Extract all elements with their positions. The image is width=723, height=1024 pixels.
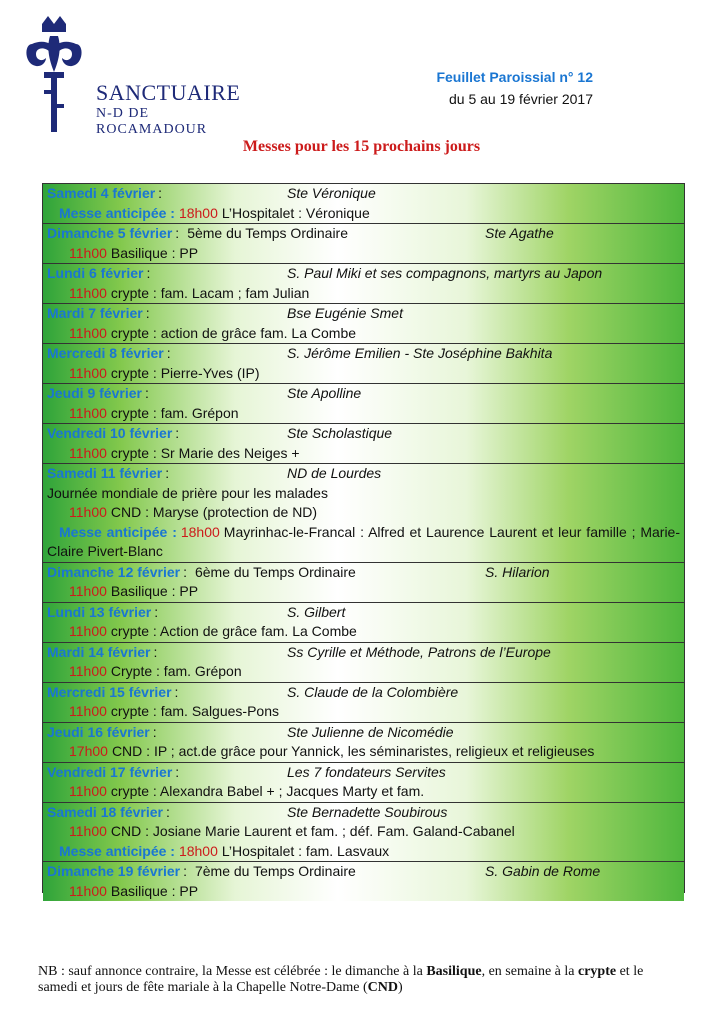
saint-of-day: S. Hilarion [485, 563, 550, 580]
day-entry [43, 264, 684, 304]
mass-detail: crypte : fam. Grépon [110, 404, 239, 421]
day-entry [43, 723, 684, 763]
mass-detail: CND : IP ; act.de grâce pour Yannick, les séminaristes, religieux et religieuses [111, 743, 595, 759]
footnote-crypte: crypte [578, 964, 617, 979]
mass-detail: Mayrinhac-le-Francal : Alfred et Laurence Laurent et leur famille ; Marie-Claire Pivert-Blanc [47, 523, 681, 559]
mass-line [47, 444, 680, 464]
sunday-label: 7ème du Temps Ordinaire [194, 863, 356, 879]
day-entry [43, 224, 684, 264]
day-colon: : [153, 643, 158, 660]
mass-detail: CND : Josiane Marie Laurent et fam. ; déf. Fam. Galand-Cabanel [110, 823, 515, 839]
mass-line [47, 662, 680, 682]
mass-detail: L’Hospitalet : fam. Lasvaux [221, 842, 390, 859]
bulletin-dates: du 5 au 19 février 2017 [449, 91, 593, 107]
mass-detail: Basilique : PP [110, 882, 199, 899]
day-name: Vendredi 10 février [47, 425, 173, 441]
day-colon: : [174, 683, 179, 700]
anticipated-label: Messe anticipée : [59, 523, 177, 540]
day-colon: : [146, 265, 151, 281]
day-header [47, 464, 680, 484]
anticipated-label: Messe anticipée : [59, 204, 175, 221]
day-header [47, 643, 680, 663]
anticipated-mass [47, 842, 680, 862]
mass-detail: crypte : fam. Lacam ; fam Julian [110, 284, 310, 301]
day-name: Mercredi 15 février [47, 683, 172, 700]
mass-time: 11h00 [69, 703, 107, 719]
saint-of-day: ND de Lourdes [287, 465, 382, 481]
day-entry [43, 803, 684, 863]
day-colon: : [145, 305, 150, 321]
saint-of-day: Ste Bernadette Soubirous [287, 803, 448, 820]
mass-time: 18h00 [180, 523, 220, 540]
bulletin-number: Feuillet Paroissial n° 12 [436, 69, 593, 85]
footnote-part3: et le samedi et jours de fête mariale à la Chapelle Notre-Dame ( [38, 964, 644, 995]
day-name: Mercredi 8 février [47, 345, 164, 361]
day-colon: : [175, 763, 180, 780]
mass-time: 11h00 [69, 882, 107, 899]
day-name: Mardi 7 février [47, 305, 143, 321]
mass-time: 11h00 [69, 504, 107, 520]
mass-time: 11h00 [69, 823, 107, 839]
day-name: Jeudi 9 février [47, 385, 142, 401]
day-colon: : [158, 185, 163, 201]
day-colon: : [166, 345, 171, 361]
mass-line [47, 742, 680, 762]
day-name: Vendredi 17 février [47, 763, 173, 780]
day-name: Lundi 13 février [47, 603, 152, 620]
day-entry [43, 563, 684, 603]
day-header [47, 224, 680, 244]
saint-of-day: S. Paul Miki et ses compagnons, martyrs au Japon [287, 265, 603, 281]
sanctuary-logo [22, 14, 252, 137]
day-entry [43, 683, 684, 723]
mass-line [47, 702, 680, 722]
sunday-label: 5ème du Temps Ordinaire [187, 225, 349, 241]
day-entry [43, 184, 684, 224]
footnote-part4: ) [397, 980, 403, 995]
mass-time: 11h00 [69, 284, 107, 301]
anticipated-label: Messe anticipée : [59, 842, 175, 859]
day-name: Dimanche 19 février [47, 863, 181, 879]
footnote-part1: NB : sauf annonce contraire, la Messe est célébrée : le dimanche à la [38, 964, 427, 979]
day-colon: : [165, 465, 170, 481]
mass-detail: Basilique : PP [110, 244, 199, 261]
day-name: Samedi 11 février [47, 465, 163, 481]
day-entry [43, 643, 684, 683]
logo-subtitle: N-D DE ROCAMADOUR [96, 106, 208, 137]
mass-line [47, 582, 680, 602]
mass-time: 17h00 [69, 743, 108, 759]
mass-line [47, 404, 680, 424]
mass-schedule [42, 183, 685, 899]
day-header [47, 563, 680, 583]
day-name: Mardi 14 février [47, 643, 151, 660]
mass-time: 11h00 [69, 623, 107, 639]
saint-of-day: S. Claude de la Colombière [287, 683, 459, 700]
mass-detail: crypte : action de grâce fam. La Combe [110, 324, 357, 341]
day-header [47, 763, 680, 783]
day-entry [43, 304, 684, 344]
saint-of-day: Les 7 fondateurs Servites [287, 763, 446, 780]
day-header [47, 862, 680, 882]
footnote-cnd: CND [367, 980, 398, 995]
mass-detail: Basilique : PP [110, 583, 199, 599]
day-colon: : [144, 385, 149, 401]
day-entry [43, 464, 684, 563]
mass-time: 11h00 [69, 404, 107, 421]
day-colon: : [175, 225, 180, 241]
day-header [47, 603, 680, 623]
mass-detail: crypte : fam. Salgues-Pons [110, 703, 279, 719]
mass-time: 11h00 [69, 324, 107, 341]
mass-detail: L’Hospitalet : Véronique [221, 204, 370, 221]
mass-time: 11h00 [69, 783, 107, 799]
mass-line [47, 503, 680, 523]
mass-detail: crypte : Pierre-Yves (IP) [110, 364, 260, 381]
saint-of-day: Ste Scholastique [287, 425, 393, 441]
day-header [47, 803, 680, 823]
mass-time: 11h00 [69, 244, 107, 261]
mass-line [47, 324, 680, 344]
mass-time: 18h00 [178, 842, 218, 859]
mass-line [47, 284, 680, 304]
fleur-de-lis-icon [22, 14, 92, 134]
day-colon: : [183, 863, 187, 879]
mass-detail: CND : Maryse (protection de ND) [110, 504, 318, 520]
mass-time: 11h00 [69, 663, 107, 679]
mass-line [47, 882, 680, 902]
saint-of-day: S. Gilbert [287, 603, 346, 620]
day-colon: : [165, 803, 170, 820]
day-entry [43, 603, 684, 643]
day-colon: : [154, 603, 159, 620]
day-entry [43, 344, 684, 384]
mass-line [47, 622, 680, 642]
footnote-part2: , en semaine à la [481, 964, 578, 979]
sunday-label: 6ème du Temps Ordinaire [194, 563, 356, 580]
mass-time: 11h00 [69, 444, 107, 461]
mass-detail: Crypte : fam. Grépon [110, 663, 242, 679]
day-name: Samedi 4 février [47, 185, 156, 201]
day-name: Samedi 18 février [47, 803, 163, 820]
day-header [47, 264, 680, 284]
day-colon: : [183, 563, 187, 580]
mass-line [47, 364, 680, 384]
logo-title: SANCTUAIRE [96, 80, 241, 105]
day-header [47, 304, 680, 324]
mass-line [47, 244, 680, 264]
saint-of-day: Bse Eugénie Smet [287, 305, 403, 321]
day-header [47, 424, 680, 444]
saint-of-day: S. Gabin de Rome [485, 863, 601, 879]
saint-of-day: Ste Apolline [287, 385, 362, 401]
day-header [47, 683, 680, 703]
day-name: Dimanche 5 février [47, 225, 173, 241]
mass-time: 18h00 [178, 204, 218, 221]
day-header [47, 184, 680, 204]
mass-detail: crypte : Alexandra Babel + ; Jacques Marty et fam. [110, 783, 425, 799]
mass-detail: crypte : Sr Marie des Neiges + [110, 444, 300, 461]
mass-time: 11h00 [69, 364, 107, 381]
day-name: Dimanche 12 février [47, 563, 181, 580]
day-colon: : [175, 425, 180, 441]
saint-of-day: Ss Cyrille et Méthode, Patrons de l’Europe [287, 643, 551, 660]
mass-time: 11h00 [69, 583, 107, 599]
footnote-basilique: Basilique [426, 964, 482, 979]
mass-line [47, 822, 680, 842]
footnote [38, 964, 686, 996]
saint-of-day: S. Jérôme Emilien - Ste Joséphine Bakhita [287, 345, 553, 361]
day-header [47, 344, 680, 364]
day-header [47, 723, 680, 743]
day-name: Lundi 6 février [47, 265, 144, 281]
day-entry [43, 763, 684, 803]
day-name: Jeudi 16 février [47, 723, 150, 740]
day-intro: Journée mondiale de prière pour les malades [47, 484, 328, 501]
day-entry [43, 384, 684, 424]
saint-of-day: Ste Véronique [287, 185, 376, 201]
saint-of-day: Ste Agathe [485, 225, 554, 241]
day-entry [43, 862, 684, 901]
page-title: Messes pour les 15 prochains jours [242, 138, 481, 155]
anticipated-mass [47, 204, 680, 224]
mass-line [47, 782, 680, 802]
day-header [47, 384, 680, 404]
bulletin-info [436, 66, 593, 110]
day-entry [43, 424, 684, 464]
day-colon: : [152, 723, 157, 740]
mass-detail: crypte : Action de grâce fam. La Combe [110, 623, 357, 639]
saint-of-day: Ste Julienne de Nicomédie [287, 723, 454, 740]
anticipated-mass [47, 523, 680, 562]
